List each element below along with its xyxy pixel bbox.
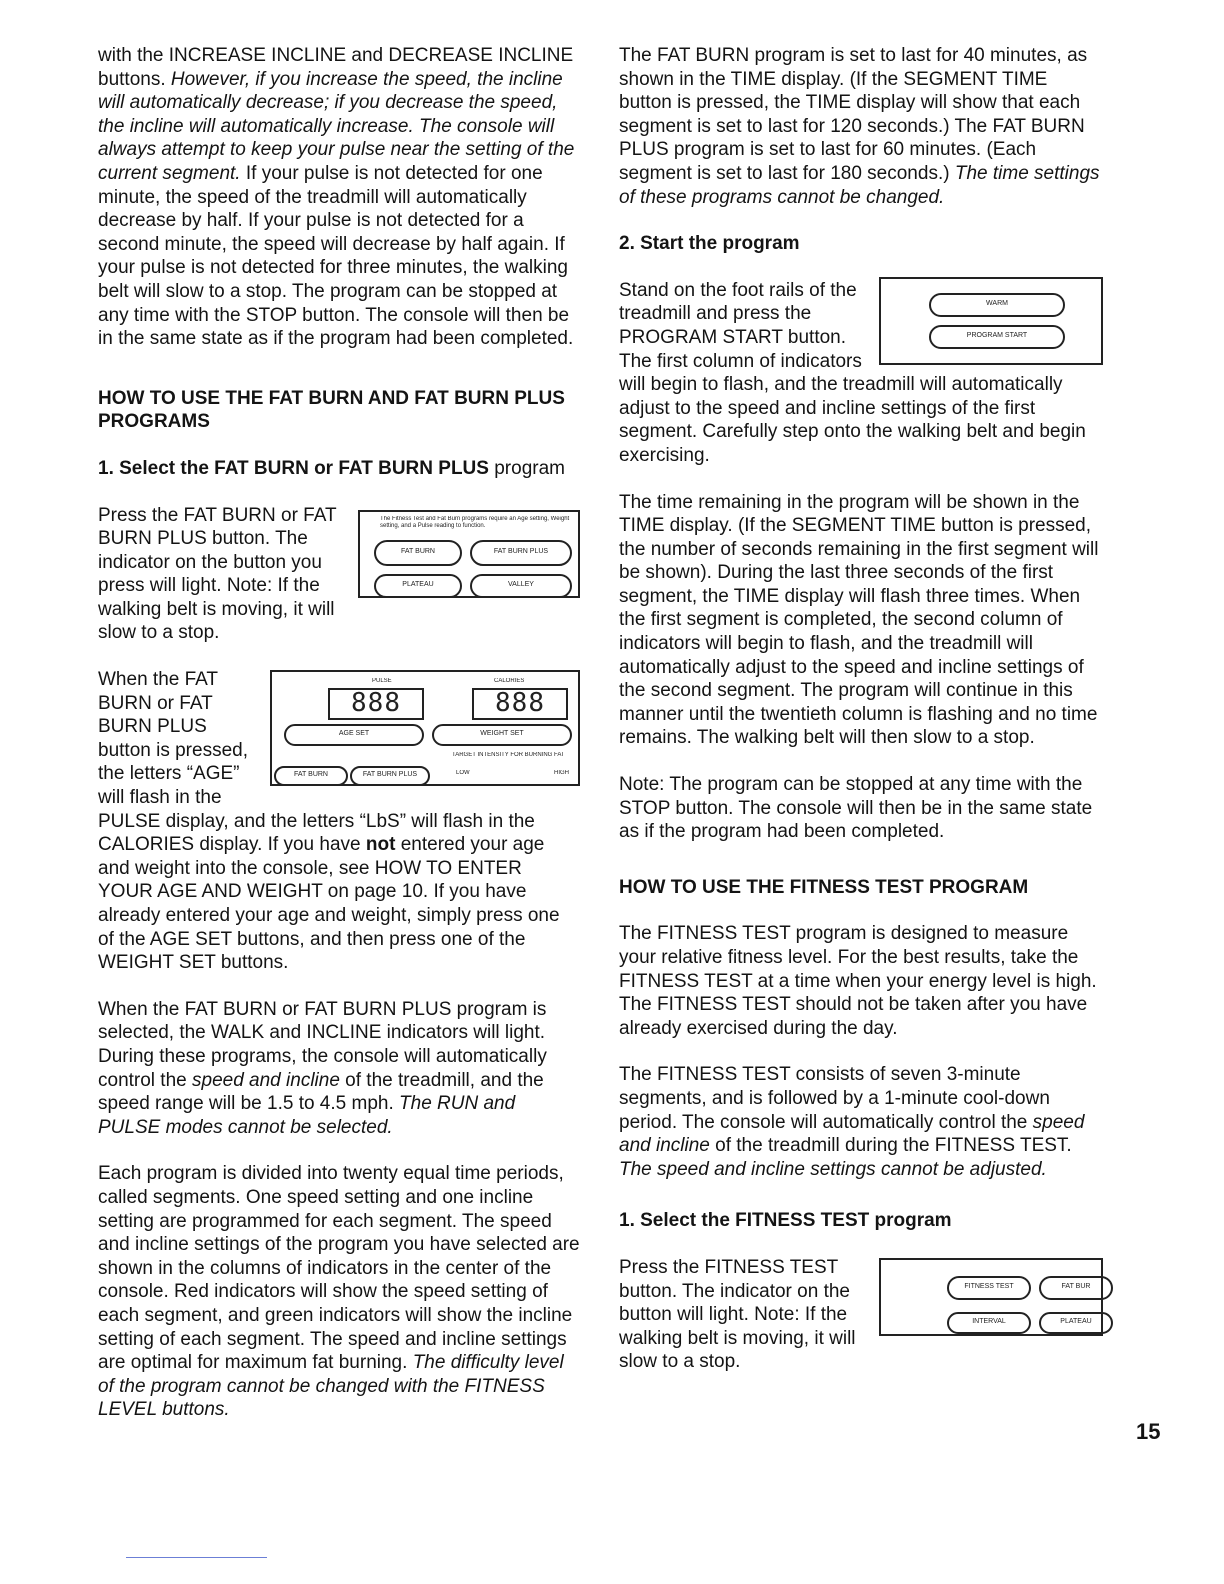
- right-column: [619, 44, 1103, 1374]
- paragraph-walk-incline: When the FAT BURN or FAT BURN PLUS program is selected, the WALK and INCLINE indicators will light. During these programs, the console will automatically control the speed and incline of the treadmill, and the speed range will be 1.5 to 4.5 mph. The RUN and PULSE modes cannot be selected.: [98, 998, 547, 1138]
- pulse-display: 888: [328, 688, 424, 720]
- fitness-test-illustration: [879, 1258, 1103, 1336]
- fat-burn-button[interactable]: FAT BURN: [374, 540, 462, 566]
- plateau-cropped-button[interactable]: PLATEAU: [1039, 1312, 1113, 1334]
- paragraph-fitness-test-segments: The FITNESS TEST consists of seven 3-minute segments, and is followed by a 1-minute cool-down period. The console will automatically control the speed and incline of the treadmill during the FITNESS TEST. The speed and incline settings cannot be adjusted.: [619, 1064, 1085, 1180]
- high-label: HIGH: [554, 770, 569, 777]
- section-heading-fitness-test: HOW TO USE THE FITNESS TEST PROGRAM: [619, 876, 1029, 898]
- paragraph-press-fat-burn: Press the FAT BURN or FAT BURN PLUS button. The indicator on the button you press will light. Note: If the walking belt is moving, it will slow to a stop.: [98, 504, 337, 644]
- program-start-block: [619, 279, 1103, 468]
- step-1-heading: 1. Select the FAT BURN or FAT BURN PLUS program: [98, 457, 565, 479]
- weight-set-button[interactable]: WEIGHT SET: [432, 724, 572, 746]
- low-label: LOW: [456, 770, 470, 777]
- age-set-button[interactable]: AGE SET: [284, 724, 424, 746]
- fat-burn-cropped-button[interactable]: FAT BUR: [1039, 1276, 1113, 1300]
- step-2-heading: 2. Start the program: [619, 233, 800, 255]
- paragraph-incline-behavior: with the INCREASE INCLINE and DECREASE INCLINE buttons. However, if you increase the speed, the incline will automatically decrease; if you decrease the speed, the incline will automatically increase. The console will always attempt to keep your pulse near the setting of the current segment. If your pulse is not detected for one minute, the speed of the treadmill will automatically decrease by half. If your pulse is not detected for a second minute, the speed will decrease by half again. If your pulse is not detected for three minutes, the walking belt will slow to a stop. The program can be stopped at any time with the STOP button. The console will then be in the same state as if the program had been completed.: [98, 45, 575, 350]
- warm-button[interactable]: WARM: [929, 293, 1065, 317]
- target-intensity-label: TARGET INTENSITY FOR BURNING FAT: [452, 752, 565, 759]
- fat-burn-buttons-block: [98, 504, 580, 646]
- paragraph-start-program: Stand on the foot rails of the treadmill and press the PROGRAM START button. The first column of indicators will begin to flash, and the treadmill will automatically adjust to the speed and incline settings of the first segment. Carefully step onto the walking belt and begin exercising.: [619, 279, 1086, 466]
- interval-button[interactable]: INTERVAL: [947, 1312, 1031, 1334]
- paragraph-segments: Each program is divided into twenty equal time periods, called segments. One speed setting and one incline setting are programmed for each segment. The speed and incline settings of the program you have selected are shown in the columns of indicators in the center of the console. Red indicators will show the speed setting of each segment, and green indicators will show the incline setting of each segment. The speed and incline settings are optimal for maximum fat burning. The difficulty level of the program cannot be changed with the FITNESS LEVEL buttons.: [98, 1163, 580, 1421]
- program-start-button[interactable]: PROGRAM START: [929, 325, 1065, 349]
- section-heading-fat-burn: HOW TO USE THE FAT BURN AND FAT BURN PLUS PROGRAMS: [98, 387, 565, 433]
- page-number: 15: [1136, 1419, 1161, 1444]
- left-column: [98, 44, 580, 1422]
- calories-label: CALORIES: [494, 678, 525, 685]
- pulse-calories-display-illustration: [270, 670, 580, 786]
- footer-line: [126, 1557, 267, 1558]
- paragraph-fitness-test-intro: The FITNESS TEST program is designed to measure your relative fitness level. For the best results, take the FITNESS TEST at a time when your energy level is high. The FITNESS TEST should not be taken after you have already exercised during the day.: [619, 923, 1097, 1039]
- valley-button[interactable]: VALLEY: [470, 574, 572, 598]
- displays-block: [98, 668, 580, 975]
- program-start-illustration: [879, 277, 1103, 365]
- paragraph-time-remaining: The time remaining in the program will be shown in the TIME display. (If the SEGMENT TIME button is pressed, the number of seconds remaining in the first segment will be shown). During the last three seconds of the first segment, the TIME display will flash three times. When the first segment is completed, the second column of indicators will begin to flash, and the treadmill will automatically adjust to the speed and incline settings of the second segment. The program will continue in this manner until the twentieth column is flashing and no time remains. The walking belt will then slow to a stop.: [619, 491, 1099, 749]
- pulse-label: PULSE: [372, 678, 392, 685]
- paragraph-time-settings: The FAT BURN program is set to last for 40 minutes, as shown in the TIME display. (If the SEGMENT TIME button is pressed, the TIME display will show that each segment is set to last for 120 seconds.) The FAT BURN PLUS program is set to last for 60 minutes. (Each segment is set to last for 180 seconds.) The time settings of these programs cannot be changed.: [619, 45, 1100, 208]
- fitness-test-block: [619, 1256, 1103, 1374]
- plateau-button[interactable]: PLATEAU: [374, 574, 462, 598]
- fat-burn-mini-button[interactable]: FAT BURN: [274, 766, 348, 786]
- fat-burn-plus-button[interactable]: FAT BURN PLUS: [470, 540, 572, 566]
- fitness-test-button[interactable]: FITNESS TEST: [947, 1276, 1031, 1300]
- fat-burn-buttons-illustration: [358, 510, 580, 598]
- paragraph-press-fitness-test: Press the FITNESS TEST button. The indicator on the button will light. Note: If the walking belt is moving, it will slow to a stop.: [619, 1256, 856, 1373]
- paragraph-age-weight: When the FAT BURN or FAT BURN PLUS button is pressed, the letters “AGE” will flash in the PULSE display, and the letters “LbS” will flash in the CALORIES display. If you have not entered your age and weight into the console, see HOW TO ENTER YOUR AGE AND WEIGHT on page 10. If you have already entered your age and weight, simply press one of the AGE SET buttons, and then press one of the WEIGHT SET buttons.: [98, 669, 560, 974]
- paragraph-stop-note: Note: The program can be stopped at any time with the STOP button. The console will then be in the same state as if the program had been completed.: [619, 774, 1093, 843]
- step-1-fitness-heading: 1. Select the FITNESS TEST program: [619, 1210, 952, 1232]
- fat-burn-plus-mini-button[interactable]: FAT BURN PLUS: [350, 766, 430, 786]
- fine-print: The Fitness Test and Fat Burn programs require an Age setting, Weight setting, and a Pulse reading to function.: [380, 515, 570, 529]
- calories-display: 888: [472, 688, 568, 720]
